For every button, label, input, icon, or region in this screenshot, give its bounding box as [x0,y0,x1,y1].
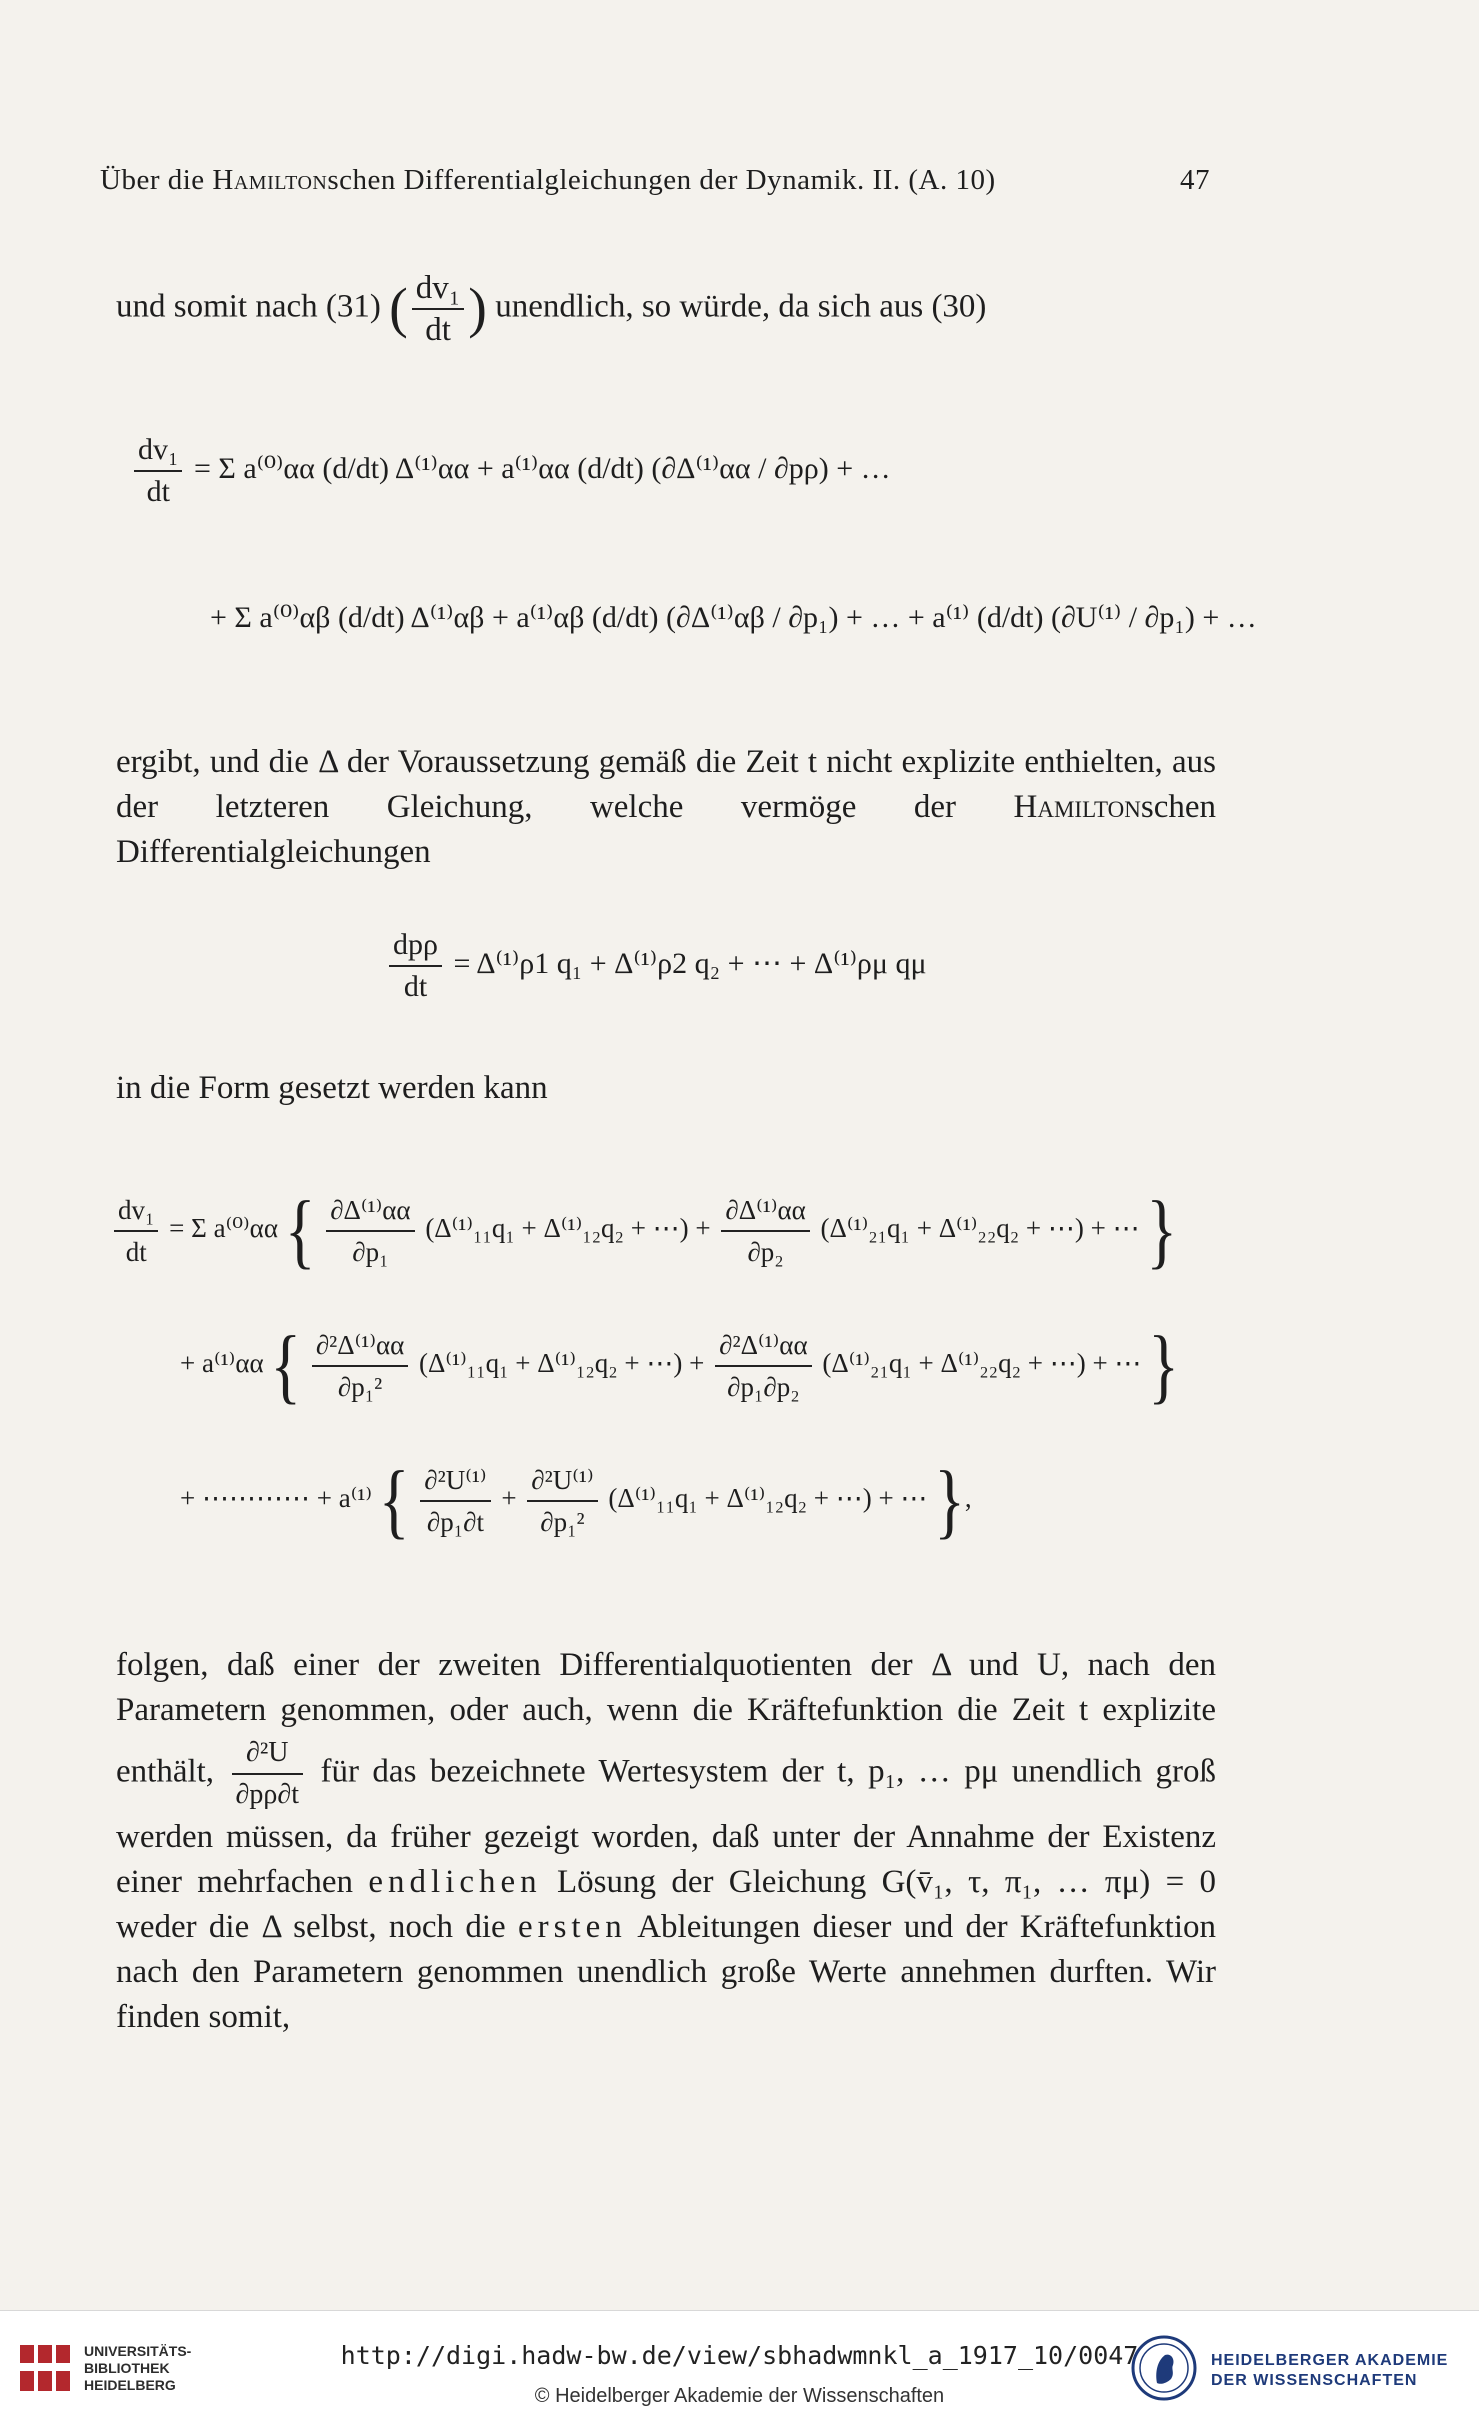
page-number: 47 [1180,164,1210,196]
eq3-lhs [114,1190,158,1272]
eq1-lhs-den: dt [146,475,170,508]
intro-pre: und somit nach (31) [116,288,381,325]
para3-fraction [232,1733,303,1815]
eq3-l3-f2 [527,1460,597,1542]
library-line-2: BIBLIOTHEK [84,2360,170,2376]
academy-line-1: HEIDELBERGER AKADEMIE [1211,2352,1449,2369]
library-line-1: UNIVERSITÄTS- [84,2343,192,2359]
eq3-l2-f2-num: ∂²Δ⁽¹⁾αα [715,1325,811,1367]
eq3-l1-f1-num: ∂Δ⁽¹⁾αα [326,1190,414,1232]
eq3-l1-f2 [721,1190,809,1272]
brace-open: { [378,1454,410,1547]
para3-text2: für das bezeichnete Wertesystem der t, p₁, … pμ unendlich groß werden müssen, da früher gezeigt worden, daß unter der Annahme der Existenz einer mehrfachen [116,1753,1217,1900]
brace-close: } [1146,1184,1178,1277]
paragraph-3 [116,1643,1216,2040]
eq3-l2-c: (Δ⁽¹⁾₂₁q₁ + Δ⁽¹⁾₂₂q₂ + ⋯) + ⋯ [822,1348,1142,1379]
running-header [100,164,1210,197]
eq1-lhs-num: dv₁ [134,430,182,472]
eq3-lhs-num: dv₁ [114,1190,158,1232]
eq3-l3-a: + ⋯⋯⋯⋯ + a⁽¹⁾ [180,1483,373,1514]
eq3-l1-b: (Δ⁽¹⁾₁₁q₁ + Δ⁽¹⁾₁₂q₂ + ⋯) + [425,1213,711,1244]
para1-name: Hamilton [1013,789,1141,825]
eq3-l2-b: (Δ⁽¹⁾₁₁q₁ + Δ⁽¹⁾₁₂q₂ + ⋯) + [419,1348,705,1379]
eq3-l3-f1-den: ∂p₁∂t [426,1507,484,1537]
eq3-l2-f1-num: ∂²Δ⁽¹⁾αα [312,1325,408,1367]
paren-open: ( [389,277,408,340]
eq3-l1-f1 [326,1190,414,1272]
eq3-l2-a: + a⁽¹⁾αα [180,1348,264,1379]
equation-3-line-2 [180,1319,1179,1412]
equation-1-line-2 [210,600,1257,635]
equation-3-line-1 [110,1184,1178,1277]
eq3-l3-f1-num: ∂²U⁽¹⁾ [420,1460,490,1502]
para3-frac-num: ∂²U [232,1733,303,1775]
eq3-l1-f2-num: ∂Δ⁽¹⁾αα [721,1190,809,1232]
library-line-3: HEIDELBERG [84,2377,176,2393]
brace-close: } [1148,1319,1179,1412]
eq3-l1-f2-den: ∂p₂ [747,1237,784,1267]
equation-2 [385,925,927,1007]
eq1-line1: = Σ a⁽⁰⁾αα (d/dt) Δ⁽¹⁾αα + a⁽¹⁾αα (d/dt) (∂Δ⁽¹⁾αα / ∂pρ) + … [193,451,891,485]
para2-text: in die Form gesetzt werden kann [116,1070,548,1106]
intro-line [116,268,1216,350]
paragraph-1 [116,740,1216,875]
para3-text4: Ableitungen dieser und der Kräftefunktion nach den Parametern genommen unendlich große Werte annehmen durften. Wir finden somit, [116,1909,1216,2035]
eq3-l2-f1-den: ∂p₁² [337,1372,383,1402]
brace-close: } [934,1454,965,1547]
academy-logo[interactable] [1131,2333,1461,2403]
permalink-url[interactable]: http://digi.hadw-bw.de/view/sbhadwmnkl_a_1917_10/0047 [340,2341,1139,2370]
footer-bar [0,2310,1479,2424]
brace-open: { [284,1184,316,1277]
eq3-lhs-den: dt [125,1237,147,1267]
header-title-post: schen Differentialgleichungen der Dynamik. II. (A. 10) [327,164,996,196]
academy-seal-icon [1131,2335,1197,2401]
eq3-l3-f2-den: ∂p₁² [540,1507,585,1537]
eq2-rhs: = Δ⁽¹⁾ρ1 q₁ + Δ⁽¹⁾ρ2 q₂ + ⋯ + Δ⁽¹⁾ρμ qμ [453,946,927,980]
eq3-l3-plus: + [501,1483,517,1514]
eq3-l1-f1-den: ∂p₁ [352,1237,389,1267]
eq2-lhs-den: dt [403,970,428,1003]
eq3-l3-b: (Δ⁽¹⁾₁₁q₁ + Δ⁽¹⁾₁₂q₂ + ⋯) + ⋯ [608,1483,928,1514]
eq3-l1-a: = Σ a⁽⁰⁾αα [169,1213,278,1244]
copyright-notice: © Heidelberger Akademie der Wissenschaften [534,2385,945,2407]
academy-line-2: DER WISSENSCHAFTEN [1211,2372,1418,2389]
para3-text1: folgen, daß einer der zweiten Differentialquotienten der Δ und U, nach den Parametern genommen, oder auch, wenn die Kräftefunktion die Zeit t explizite enthält, [116,1647,1216,1790]
para3-text3: Lösung der Gleichung G(v̄₁, τ, π₁, … πμ) = 0 weder die Δ selbst, noch die [116,1864,1217,1945]
equation-1-line-1 [130,430,891,512]
intro-fraction [412,268,465,350]
eq2-lhs-num: dpρ [389,925,442,967]
paren-close: ) [468,277,487,340]
para1-text2: schen Differentialgleichungen [116,789,1216,870]
eq1-lhs [134,430,182,512]
header-title-pre: Über die [100,164,213,196]
intro-post: unendlich, so würde, da sich aus (30) [495,288,987,325]
brace-open: { [270,1319,302,1412]
para3-frac-den: ∂pρ∂t [235,1779,299,1810]
eq3-l3-f1 [420,1460,490,1542]
eq2-lhs [389,925,442,1007]
eq3-l2-f2-den: ∂p₁∂p₂ [727,1372,800,1402]
para3-spaced-1: endlichen [368,1864,542,1900]
eq3-l1-c: (Δ⁽¹⁾₂₁q₁ + Δ⁽¹⁾₂₂q₂ + ⋯) + ⋯ [820,1213,1140,1244]
intro-frac-num: dv₁ [412,268,465,310]
eq3-l2-f2 [715,1325,811,1407]
para3-spaced-2: ersten [517,1909,627,1945]
eq1-line2: + Σ a⁽⁰⁾αβ (d/dt) Δ⁽¹⁾αβ + a⁽¹⁾αβ (d/dt) (∂Δ⁽¹⁾αβ / ∂p₁) + … + a⁽¹⁾ (d/dt) (∂U⁽¹⁾ / ∂p₁) + … [210,601,1257,634]
para1-text1: ergibt, und die Δ der Voraussetzung gemäß die Zeit t nicht explizite enthielten, aus der letzteren Gleichung, welche vermöge der [116,744,1216,825]
eq3-l2-f1 [312,1325,408,1407]
eq3-l3-end: , [964,1483,972,1514]
academy-logo-text [1211,2351,1448,2391]
paragraph-2 [116,1066,1216,1111]
eq3-l3-f2-num: ∂²U⁽¹⁾ [527,1460,597,1502]
header-title-name: Hamilton [212,164,328,196]
equation-3-line-3 [180,1454,972,1547]
intro-frac-den: dt [425,312,451,348]
